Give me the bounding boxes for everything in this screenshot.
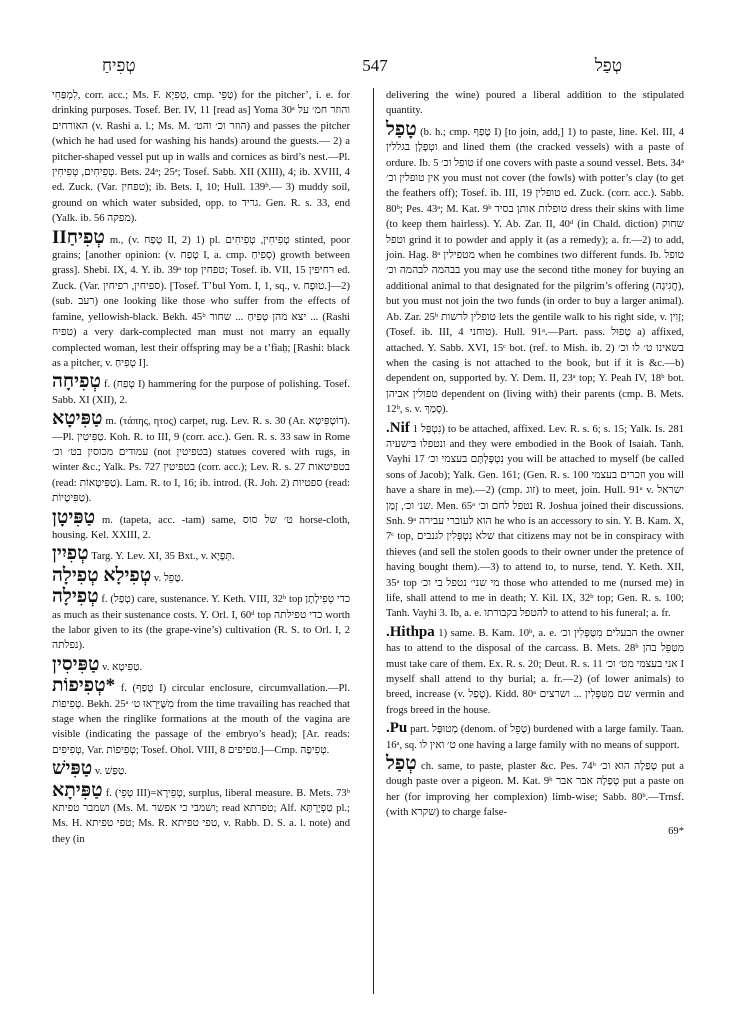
dictionary-entry (52, 675, 350, 758)
entry-text: Targ. Y. Lev. XI, 35 Bxt., v. תְּפָיָא. (91, 551, 235, 563)
entry-text: v. טַפִּיטָא. (102, 661, 143, 673)
entry-headword: טְפִילָה (52, 586, 99, 608)
running-header (0, 56, 750, 78)
entry-text: v. טָפֵל. (153, 572, 184, 584)
entry-headword: טְפִילָא טְפִילָה (52, 564, 152, 586)
entry-stem-label: Pu. (386, 720, 408, 737)
entry-headword: טְפִיחָה (52, 371, 101, 393)
dictionary-entry (52, 408, 350, 506)
entry-text: f. (טָפַף I) circular enclosure, circumvallation.—Pl. טְפִיפוֹת. Bekh. 25ᵃ מִשֶּׁיֵּרְאוּ ט׳ from the time travailing has reached that stage when the ringlike formations at the mouth of the vagina are visible (indicating the passage of the embryo’s head); [Ar. reads: טְפִיפִים, Var. טְפִיפוֹת; Tosef. Ohol. VIII, 8 טפיפים.]—Cmp. טְפִיפָה. (52, 683, 350, 756)
entry-headword: טָפַל (386, 118, 417, 140)
column-divider (373, 88, 374, 994)
dictionary-entry (52, 506, 350, 544)
dictionary-entry (52, 371, 350, 408)
dictionary-entry (52, 543, 350, 565)
page-number: 547 (362, 56, 388, 75)
dictionary-entry (386, 118, 685, 418)
left-column (52, 88, 350, 850)
dictionary-entry (52, 564, 350, 586)
dictionary-entry (386, 88, 684, 119)
dictionary-entry (386, 753, 684, 821)
entry-headword: טַפִּיסִין (52, 653, 100, 675)
entry-text: (b. h.; cmp. טָפַף I) [to join, add,] 1) to paste, line. Kel. III, 4 וטְפָלָן בגללין and lined them (the cracked vessels) with a paste of ordure. Ib. 5 טופל וכ׳ if one covers with paste a sound vessel. Bets. 34ᵃ אין טופלין וכ׳ you must not cover (the fowls) with potter’s clay (to get the feathers off); Tosef. ib. III, 19 טופלין ed. Zuck. (corr. acc.). Sabb. 80ᵇ; Pes. 43ᵃ; M. Kat. 9ᵇ טופלות אותן בסיד dress their skins with lime (to keep them hairless). Y. Ab. Zar. II, 40ᵈ (in Chald. diction) שחוק וטפל grind it to powder and apply it (as a remedy); a. fr.—2) to add, join. Hag. 8ᵃ מטפילין when he combines two different funds. Ib. טופל בבהמה לבהמה וכ׳ you may use the second tithe money for buying an additional animal to that designated for the pilgrim’s offering (חֲגִיגָה), but you must not join the two funds (in order to buy a larger animal). Ab. Zar. 25ᵇ טופלין לרשות lets the gentile walk to his right side, v. זָוִין; (Tosef. ib. III, 4 טוחני). Hull. 91ᵃ.—Part. pass. טָפוּל a) affixed, attached. Y. Sabb. XVI, 15ᶜ bot. (ref. to Mish. ib. 2) בשאינו ט׳ לו וכ׳ when the casing is not attached to the book, but if it is &c.—b) dependent on, supported by. Y. Dem. II, 23ᵃ top; Y. Peah IV, 18ᵇ bot. טפולין אביהן dependent on (living with) their parents (cmp. B. Mets. 12ᵇ, s. v. סָמַךְ). (386, 126, 685, 416)
entry-text: f. (טְפֵי III)=טְפֵירָא, surplus, liberal measure. B. Mets. 73ᵇ ושמבר טפיתא (Ms. M. ושמבי כי אפשר; read טפרתא; Alf. טַפְיָרְתָּא pl.; Ms. H. טפי טפיתא; Ms. R. טפי טפיתא, v. Rabb. D. S. a. l. note) and they (in (52, 787, 351, 845)
running-headword-right: טְפַל (594, 56, 622, 75)
entry-text: m., (v. טְפַח II, 2) 1) pl. טְפִיחִין, טְפִיחִים stinted, poor grains; [another opinion: (v. טְפַח I, a. cmp. סְפִיחַ) growth between grass]. Shebi. IX, 4. Y. ib. 39ᵃ top טפחין; Tosef. ib. VII, 15 רחיפין ed. Zuck. (Var. ספיחין, רפיחין). [Tosef. T’bul Yom. I, 1, sq., v. טוּפָח.]—2) (sub. רעב) one looking like those who suffer from the effects of famine, yellowish-black. Bekh. 45ᵇ יצא מהן טְפִיחַ ... שחור ... (Rashi טפיח) a very dark-complected man must not marry an equally complected woman, lest their offspring may be a t’fiaḥ; [Rashi: black as a pitcher, v. טְפִיחַ I]. (52, 234, 351, 369)
dictionary-entry (52, 88, 350, 227)
entry-headword: *טְפִיפוֹת (52, 675, 116, 697)
running-headword-left: טְפִיחַ (102, 56, 136, 75)
right-column (386, 88, 684, 839)
entry-headword: טְפַל (386, 753, 417, 775)
entry-headword: טְפִיִין (52, 543, 89, 565)
entry-headword: טַפִּיטָן (52, 506, 96, 528)
signature-mark: 69* (668, 825, 684, 837)
entry-headword: טַפִּישׁ (52, 758, 93, 780)
entry-headword: טַפִּיטָא (52, 408, 103, 430)
dictionary-entry (52, 653, 350, 675)
entry-text: part. מְטוּפָּל (denom. of טָפֵל) burdened with a large family. Taan. 16ᵃ, sq. ט׳ ואין לו one having a large family with no means of support. (386, 724, 684, 751)
dictionary-entry (386, 625, 684, 718)
entry-text: f. (טְפַל) care, sustenance. Y. Keth. VIII, 32ᵇ top כדי טְפִילָתָן as much as their sustenance costs. Y. Orl. I, 60ᵈ top כדי טפילתה worth the labor given to its (the grape-vine’s) cultivation (R. S. to Orl. I, 2 נפלתה). (52, 594, 351, 652)
entry-text: 1) same. B. Kam. 10ᵇ, a. e. הבעלים מִטַּפְּלִין וכ׳ the owner has to attend to the disposal of the carcass. B. Mets. 28ᵇ מִטַּפֵּל בהן must take care of them. Ex. R. s. 20; Deut. R. s. 11 אני בעצמי מט׳ וכ׳ I myself shall attend to thy burial; a. fr.—2) (of lower animals) to breed, increase (v. טָפַל). Kidd. 80ᵃ שם מִטַּפְּלִין ... ושרצים vermin and frogs breed in the house. (386, 627, 684, 716)
entry-text: נִטְפַּל 1) to be attached, affixed. Lev. R. s. 6; s. 15; Yalk. Is. 281 ונטפלו בישעיה and they were embodied in the Book of Isaiah. Tanh. Vayhi 17 נִטְפָּלְתָּם בעצמי וכ׳ you will be attached to myself (be called sons of Jacob); Yalk. Gen. 161; (Gen. R. s. 100 וזכרים בעצמי you will have a share in me).—2) (cmp. זוג) to meet, join. Hull. 91ᵃ v. ישראל שנ׳ וכ׳, זָמַן. Men. 65ᵃ נטפל לחם וכ׳ R. Joshua joined their discussions. Snh. 9ᵃ הוא לעוברי עבירה he who is an accessory to sin. Y. B. Kam. X, 7ᶜ top, שלא נִטְפְּלִין לגנבים that citizens may not be in conspiracy with thieves (and sell the stolen goods to their owner under the pretence of having bought them).—3) to attend to, to nurse, tend. Y. Keth. XII, 35ᵃ top מי שני׳ נטפל בי וכ׳ those who attended to me (nursed me) in life, shall attend to me in death; Y. Kil. IX, 32ᵇ top; Gen. R. s. 100; Tanh. Vayhi 3. Ib, a. e. להטפל בקבורתו to attend to his funeral; a. fr. (386, 423, 685, 620)
entry-headword: טְפִיחַII (52, 226, 105, 248)
entry-text: m. (τάπης, ητος) carpet, rug. Lev. R. s. 30 (Ar. דוֹטְפִּיטָא).—Pl. טַפִּיטִין. Koh. R. to III, 9 (corr. acc.). Gen. R. s. 33 saw in Rome עמודים מכוסין בט׳ וכ׳ (not בטפיטין) statues covered with rugs, in winter &c.; Yalk. Ps. 727 בטפיטין (corr. acc.); Lev. R. s. 27 בטפיטאות (read: טַפִּיטָאוֹת). Lam. R. to I, 16; ib. introd. (R. Joh. 2) ספטיות (read: טַפִּיטָיוֹת). (52, 416, 350, 505)
dictionary-entry (52, 226, 351, 372)
entry-text: ch. same, to paste, plaster &c. Pes. 74ᵇ טְפַלָה הוא וכ׳ put a dough paste over a pigeon. M. Kat. 9ᵇ טְפַלָה אבר אבר put a paste on her (for improving her complexion) limb-wise; Sabb. 80ᵇ.—Trnsf. (with שקרא) to charge false- (386, 761, 684, 819)
entry-stem-label: Nif. (386, 419, 410, 436)
dictionary-entry (386, 421, 684, 622)
entry-text: m. (tapeta, acc. -tam) same, ט׳ של סוס horse-cloth, housing. Kel. XXIII, 2. (52, 514, 350, 541)
entry-text: לִמְפַּחֵי, corr. acc.; Ms. F. טְפִיָא, cmp. טַפֵּי) for the pitcher’, i. e. for drinking purposes. Tosef. Ber. IV, 11 [read as] Yoma 30ᵃ והוזר חמ׳ על האורחים (v. Rashi a. l.; Ms. M. הוזר וכ׳ והט׳) and passes the pitcher (which he had used for washing his hands) around the guests.— 2) a pitcher-shaped vessel put up in walls and cornices as bird’s nest.—Pl. טְפִיחִים, טְפִיחִין. Bets. 24ᵃ; 25ᵃ; Tosef. Sabb. XII (XIII), 4; ib. XVIII, 4 ed. Zuck. (Var. טפחין); ib. Bets. I, 10; Hull. 139ᵇ.— 3) muddy soil, ground on which water subsided, opp. to גריד. Gen. R. s. 33, end (Yalk. ib. 56 מפקה). (52, 90, 350, 225)
entry-text: f. (טְפַח I) hammering for the purpose of polishing. Tosef. Sabb. XI (XII), 2. (52, 379, 350, 406)
dictionary-entry (52, 758, 350, 780)
dictionary-entry (52, 779, 351, 848)
entry-text: delivering the wine) poured a liberal addition to the stipulated quantity. (386, 90, 684, 117)
entry-stem-label: Hithpa. (386, 623, 435, 640)
entry-headword: טַפִּיתָא (52, 779, 103, 801)
dictionary-entry (386, 721, 684, 753)
entry-text: v. טַפַּשׁ. (94, 766, 127, 778)
dictionary-entry (52, 586, 351, 654)
